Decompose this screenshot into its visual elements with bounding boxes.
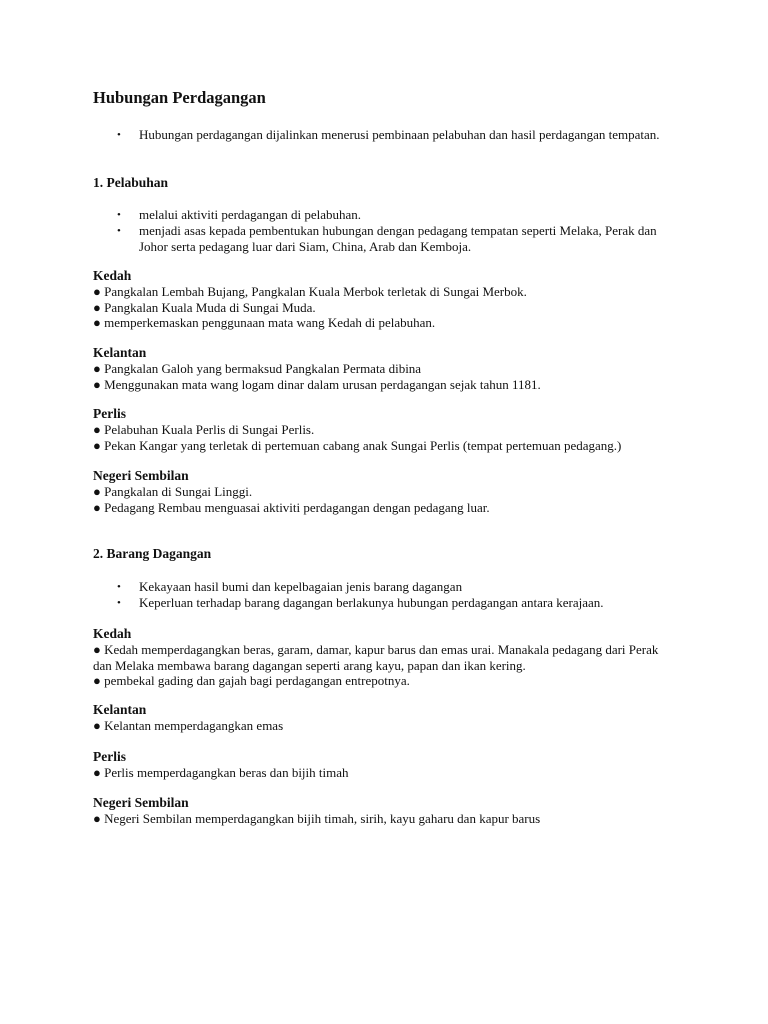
text-line: ● Negeri Sembilan memperdagangkan bijih timah, sirih, kayu gaharu dan kapur barus bbox=[93, 811, 541, 826]
state-heading-kelantan: Kelantan bbox=[93, 345, 147, 360]
list-item bbox=[93, 207, 673, 223]
bullet-icon: • bbox=[117, 597, 121, 609]
state-lines-kedah bbox=[93, 284, 693, 331]
bullet-icon: • bbox=[117, 581, 121, 593]
pelabuhan-bullet-list bbox=[93, 207, 673, 255]
text-line: ● pembekal gading dan gajah bagi perdagangan entrepotnya. bbox=[93, 673, 410, 688]
state-lines-kelantan bbox=[93, 361, 693, 392]
text-line: ● Perlis memperdagangkan beras dan bijih timah bbox=[93, 765, 349, 780]
state-heading-negeri-sembilan: Negeri Sembilan bbox=[93, 468, 189, 483]
text-line: ● Kedah memperdagangkan beras, garam, damar, kapur barus dan emas urai. Manakala pedagang dari Perak dan Melaka membawa barang dagangan seperti arang kayu, papan dan ikan kering. bbox=[93, 642, 659, 673]
bullet-text: Hubungan perdagangan dijalinkan menerusi pembinaan pelabuhan dan hasil perdagangan tempatan. bbox=[139, 127, 660, 142]
intro-bullet-list bbox=[93, 127, 673, 143]
state-heading-negeri-sembilan-2: Negeri Sembilan bbox=[93, 795, 189, 810]
text-line: ● memperkemaskan penggunaan mata wang Kedah di pelabuhan. bbox=[93, 315, 436, 330]
bullet-icon: • bbox=[117, 209, 121, 221]
bullet-icon: • bbox=[117, 225, 121, 237]
state-heading-kedah: Kedah bbox=[93, 268, 132, 283]
section-heading-pelabuhan: 1. Pelabuhan bbox=[93, 175, 169, 190]
state-heading-kelantan-2: Kelantan bbox=[93, 702, 147, 717]
text-line: ● Pangkalan di Sungai Linggi. bbox=[93, 484, 253, 499]
text-line: ● Pelabuhan Kuala Perlis di Sungai Perlis. bbox=[93, 422, 315, 437]
state-lines-kelantan-2 bbox=[93, 718, 693, 734]
state-heading-kedah-2: Kedah bbox=[93, 626, 132, 641]
state-lines-perlis bbox=[93, 422, 693, 453]
list-item bbox=[93, 595, 673, 611]
state-heading-perlis: Perlis bbox=[93, 406, 126, 421]
list-item bbox=[93, 223, 673, 255]
list-item bbox=[93, 127, 673, 143]
text-line: ● Menggunakan mata wang logam dinar dalam urusan perdagangan sejak tahun 1181. bbox=[93, 376, 541, 392]
state-lines-negeri-sembilan-2 bbox=[93, 811, 693, 827]
text-line: ● Pangkalan Galoh yang bermaksud Pangkalan Permata dibina bbox=[93, 361, 422, 376]
bullet-text: Keperluan terhadap barang dagangan berlakunya hubungan perdagangan antara kerajaan. bbox=[139, 595, 604, 610]
bullet-icon: • bbox=[117, 129, 121, 141]
barang-dagangan-bullet-list bbox=[93, 579, 673, 611]
bullet-text: melalui aktiviti perdagangan di pelabuhan. bbox=[139, 207, 362, 222]
text-line: ● Pekan Kangar yang terletak di pertemuan cabang anak Sungai Perlis (tempat pertemuan pedagang.) bbox=[93, 437, 622, 453]
state-heading-perlis-2: Perlis bbox=[93, 749, 126, 764]
text-line: ● Kelantan memperdagangkan emas bbox=[93, 718, 284, 733]
state-lines-negeri-sembilan bbox=[93, 484, 693, 515]
text-line: ● Pedagang Rembau menguasai aktiviti perdagangan dengan pedagang luar. bbox=[93, 499, 490, 515]
text-line: ● Pangkalan Lembah Bujang, Pangkalan Kuala Merbok terletak di Sungai Merbok. bbox=[93, 284, 527, 299]
text-line: ● Pangkalan Kuala Muda di Sungai Muda. bbox=[93, 299, 316, 315]
bullet-text: Kekayaan hasil bumi dan kepelbagaian jenis barang dagangan bbox=[139, 579, 463, 594]
state-lines-perlis-2 bbox=[93, 765, 693, 781]
page-title: Hubungan Perdagangan bbox=[93, 88, 266, 107]
list-item bbox=[93, 579, 673, 595]
section-heading-barang-dagangan: 2. Barang Dagangan bbox=[93, 546, 212, 561]
bullet-text: menjadi asas kepada pembentukan hubungan dengan pedagang tempatan seperti Melaka, Perak dan Johor serta pedagang luar dari Siam, China, Arab dan Kemboja. bbox=[139, 223, 657, 254]
state-lines-kedah-2 bbox=[93, 642, 675, 689]
